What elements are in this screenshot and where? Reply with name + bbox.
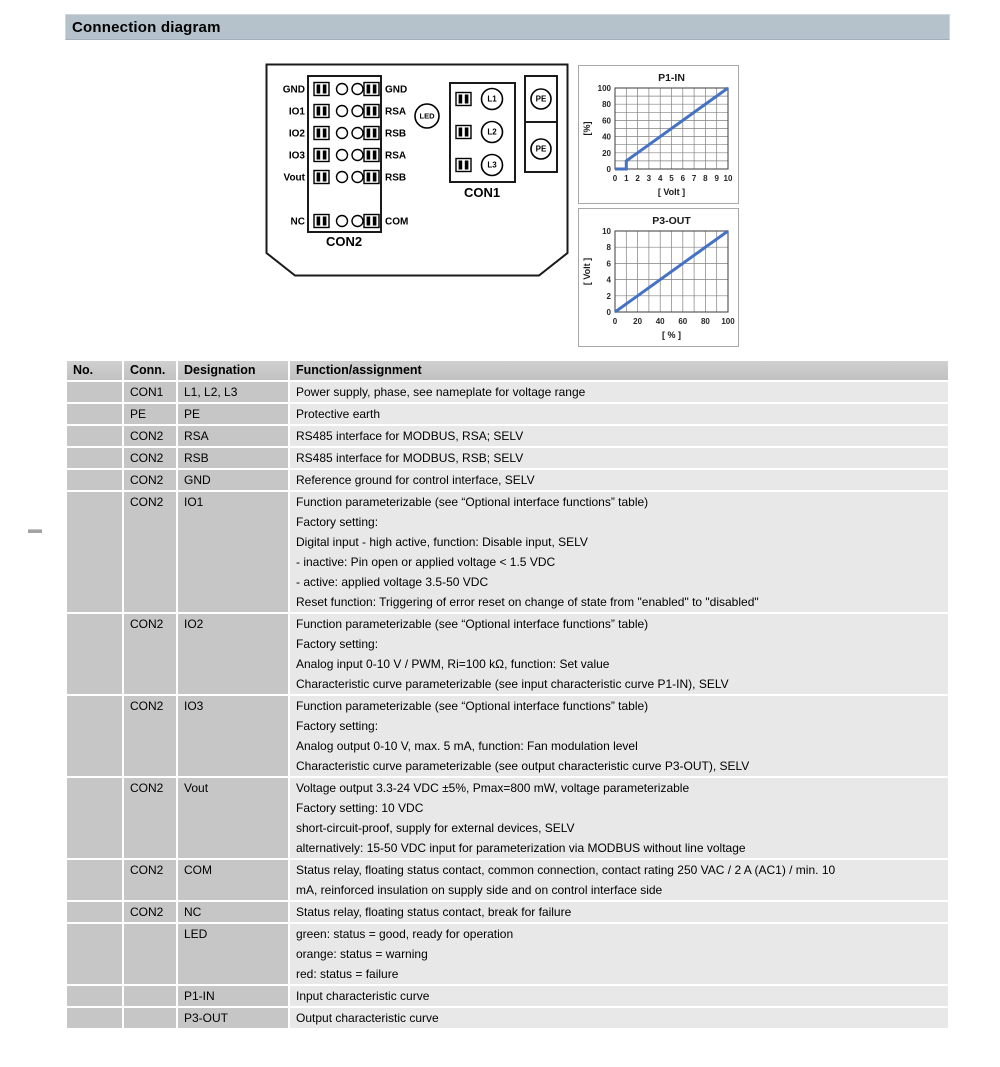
- svg-text:RSA: RSA: [385, 106, 407, 118]
- con1-label: CON1: [463, 185, 501, 200]
- col-header-no: No.: [67, 361, 122, 380]
- x-axis-label: [ Volt ]: [657, 187, 686, 197]
- cell-conn: [124, 924, 176, 984]
- function-line: Function parameterizable (see “Optional interface functions” table): [296, 617, 649, 631]
- cell-no: [67, 860, 122, 900]
- cell-function: [290, 448, 948, 468]
- x-axis-label: [ % ]: [662, 330, 681, 340]
- svg-text:GND: GND: [282, 84, 305, 96]
- svg-text:IO3: IO3: [288, 150, 305, 162]
- cell-conn: CON2: [124, 470, 176, 490]
- table-row: [67, 924, 948, 984]
- function-line: green: status = good, ready for operation: [296, 927, 514, 941]
- function-line: Factory setting:: [296, 637, 379, 651]
- table-row: [67, 1008, 948, 1028]
- cell-function: [290, 924, 948, 984]
- svg-text:RSB: RSB: [385, 172, 407, 184]
- x-tick-label: 3: [646, 174, 652, 183]
- function-line: Input characteristic curve: [296, 989, 430, 1003]
- section-title: Connection diagram: [72, 18, 221, 36]
- y-tick-label: 8: [606, 243, 611, 253]
- function-line: Status relay, floating status contact, break for failure: [296, 905, 572, 919]
- cell-designation: NC: [178, 902, 288, 922]
- svg-text:NC: NC: [290, 216, 305, 228]
- cell-designation: L1, L2, L3: [178, 382, 288, 402]
- cell-no: [67, 924, 122, 984]
- cell-function: [290, 696, 948, 776]
- y-tick-label: 100: [597, 84, 611, 93]
- cell-conn: CON2: [124, 778, 176, 858]
- cell-no: [67, 614, 122, 694]
- svg-text:IO2: IO2: [288, 128, 305, 140]
- table-row: [67, 448, 948, 468]
- cell-no: [67, 986, 122, 1006]
- x-tick-label: 9: [714, 174, 719, 183]
- connection-table-wrap: [65, 359, 950, 1030]
- cell-function: [290, 470, 948, 490]
- function-line: Voltage output 3.3-24 VDC ±5%, Pmax=800 mW, voltage parameterizable: [296, 781, 690, 795]
- table-row: [67, 404, 948, 424]
- p3-out-chart: [578, 208, 739, 347]
- table-row: [67, 426, 948, 446]
- cell-conn: [124, 1008, 176, 1028]
- x-tick-label: 10: [723, 174, 733, 183]
- cell-function: [290, 382, 948, 402]
- cell-function: [290, 426, 948, 446]
- x-tick-label: 0: [612, 317, 618, 326]
- function-line: Reset function: Triggering of error reset on change of state from "enabled" to "disabled": [296, 595, 759, 609]
- cell-no: [67, 902, 122, 922]
- table-row: [67, 696, 948, 776]
- function-line: - inactive: Pin open or applied voltage < 1.5 VDC: [296, 555, 556, 569]
- cell-function: [290, 778, 948, 858]
- device-outline: [267, 65, 568, 276]
- cell-no: [67, 448, 122, 468]
- cell-conn: CON2: [124, 492, 176, 612]
- function-line: orange: status = warning: [296, 947, 428, 961]
- y-tick-label: 40: [602, 132, 611, 142]
- led-label: LED: [419, 111, 435, 121]
- function-line: Digital input - high active, function: Disable input, SELV: [296, 535, 588, 549]
- cell-designation: P1-IN: [178, 986, 288, 1006]
- cell-designation: COM: [178, 860, 288, 900]
- function-line: alternatively: 15-50 VDC input for parameterization via MODBUS without line voltage: [296, 841, 746, 855]
- x-tick-label: 20: [633, 317, 643, 326]
- x-tick-label: 5: [669, 174, 674, 183]
- y-axis-label: [%]: [582, 121, 592, 136]
- svg-text:RSB: RSB: [385, 128, 407, 140]
- cell-designation: RSA: [178, 426, 288, 446]
- function-line: Factory setting:: [296, 515, 379, 529]
- y-tick-label: 80: [602, 100, 611, 110]
- x-tick-label: 7: [691, 174, 697, 183]
- function-line: Status relay, floating status contact, common connection, contact rating 250 VAC / 2 A (AC1) / min. 10: [296, 863, 836, 877]
- x-tick-label: 60: [678, 317, 688, 326]
- function-line: Function parameterizable (see “Optional interface functions” table): [296, 699, 649, 713]
- cell-no: [67, 778, 122, 858]
- function-line: - active: applied voltage 3.5-50 VDC: [296, 575, 489, 589]
- x-tick-label: 4: [657, 174, 663, 183]
- cell-designation: GND: [178, 470, 288, 490]
- cell-no: [67, 404, 122, 424]
- table-row: [67, 860, 948, 900]
- cell-function: [290, 492, 948, 612]
- cell-conn: CON2: [124, 614, 176, 694]
- cell-conn: [124, 986, 176, 1006]
- y-tick-label: 0: [606, 165, 611, 174]
- function-line: Function parameterizable (see “Optional interface functions” table): [296, 495, 649, 509]
- y-tick-label: 0: [606, 308, 611, 317]
- cell-no: [67, 470, 122, 490]
- x-tick-label: 0: [612, 174, 618, 183]
- cell-no: [67, 1008, 122, 1028]
- table-row: [67, 986, 948, 1006]
- table-header-row: [67, 361, 948, 380]
- x-tick-label: 40: [655, 317, 665, 326]
- x-tick-label: 80: [700, 317, 710, 326]
- cell-conn: PE: [124, 404, 176, 424]
- table-row: [67, 470, 948, 490]
- col-header-designation: Designation: [178, 361, 288, 380]
- cell-conn: CON2: [124, 426, 176, 446]
- svg-text:GND: GND: [385, 84, 408, 96]
- x-tick-label: 100: [721, 317, 735, 326]
- section-title-bar: [65, 14, 950, 40]
- cell-designation: IO2: [178, 614, 288, 694]
- cell-function: [290, 902, 948, 922]
- function-line: Power supply, phase, see nameplate for voltage range: [296, 385, 586, 399]
- cell-no: [67, 492, 122, 612]
- table-row: [67, 902, 948, 922]
- function-line: Factory setting:: [296, 719, 379, 733]
- cell-designation: Vout: [178, 778, 288, 858]
- y-tick-label: 4: [606, 275, 611, 285]
- x-tick-label: 1: [624, 174, 629, 183]
- function-line: Characteristic curve parameterizable (see input characteristic curve P1-IN), SELV: [296, 677, 729, 691]
- connection-table: [65, 359, 950, 1030]
- function-line: Reference ground for control interface, SELV: [296, 473, 535, 487]
- cell-function: [290, 614, 948, 694]
- con2-label: CON2: [325, 234, 363, 249]
- chart-title: P1-IN: [658, 72, 685, 84]
- function-line: Analog output 0-10 V, max. 5 mA, function: Fan modulation level: [296, 739, 638, 753]
- function-line: mA, reinforced insulation on supply side and on control interface side: [296, 883, 663, 897]
- cell-no: [67, 426, 122, 446]
- cell-conn: CON1: [124, 382, 176, 402]
- y-tick-label: 6: [606, 259, 611, 269]
- svg-text:Vout: Vout: [283, 172, 305, 184]
- col-header-function: Function/assignment: [290, 361, 948, 380]
- cell-conn: CON2: [124, 696, 176, 776]
- cell-function: [290, 1008, 948, 1028]
- table-row: [67, 492, 948, 612]
- cell-conn: CON2: [124, 860, 176, 900]
- function-line: RS485 interface for MODBUS, RSA; SELV: [296, 429, 524, 443]
- cell-function: [290, 986, 948, 1006]
- cell-designation: RSB: [178, 448, 288, 468]
- y-tick-label: 2: [606, 291, 611, 301]
- cell-conn: CON2: [124, 902, 176, 922]
- function-line: Output characteristic curve: [296, 1011, 439, 1025]
- function-line: red: status = failure: [296, 967, 399, 981]
- function-line: Analog input 0-10 V / PWM, Ri=100 kΩ, function: Set value: [296, 657, 610, 671]
- col-header-conn: Conn.: [124, 361, 176, 380]
- function-line: Protective earth: [296, 407, 381, 421]
- table-row: [67, 382, 948, 402]
- pe-label: PE: [535, 94, 547, 104]
- x-tick-label: 2: [635, 174, 640, 183]
- chart-title: P3-OUT: [652, 215, 691, 227]
- cell-no: [67, 696, 122, 776]
- connection-diagram: [264, 62, 570, 278]
- cell-designation: IO1: [178, 492, 288, 612]
- function-line: Characteristic curve parameterizable (see output characteristic curve P3-OUT), SELV: [296, 759, 750, 773]
- function-line: Factory setting: 10 VDC: [296, 801, 424, 815]
- pe-label: PE: [535, 144, 547, 154]
- cell-designation: LED: [178, 924, 288, 984]
- cell-no: [67, 382, 122, 402]
- function-line: short-circuit-proof, supply for external devices, SELV: [296, 821, 575, 835]
- cell-designation: IO3: [178, 696, 288, 776]
- cell-designation: PE: [178, 404, 288, 424]
- y-tick-label: 10: [602, 227, 611, 236]
- x-tick-label: 6: [680, 174, 686, 183]
- svg-text:IO1: IO1: [288, 106, 305, 118]
- svg-text:L2: L2: [487, 127, 497, 137]
- table-row: [67, 614, 948, 694]
- cell-designation: P3-OUT: [178, 1008, 288, 1028]
- cell-function: [290, 404, 948, 424]
- y-axis-label: [ Volt ]: [582, 257, 592, 286]
- x-tick-label: 8: [703, 174, 708, 183]
- svg-text:RSA: RSA: [385, 150, 407, 162]
- p1-in-chart: [578, 65, 739, 204]
- cell-conn: CON2: [124, 448, 176, 468]
- y-tick-label: 20: [602, 148, 611, 158]
- svg-text:L1: L1: [487, 94, 497, 104]
- function-line: RS485 interface for MODBUS, RSB; SELV: [296, 451, 524, 465]
- margin-dash: [28, 529, 42, 533]
- svg-text:L3: L3: [487, 160, 497, 170]
- svg-text:COM: COM: [385, 216, 409, 228]
- table-row: [67, 778, 948, 858]
- y-tick-label: 60: [602, 116, 611, 126]
- cell-function: [290, 860, 948, 900]
